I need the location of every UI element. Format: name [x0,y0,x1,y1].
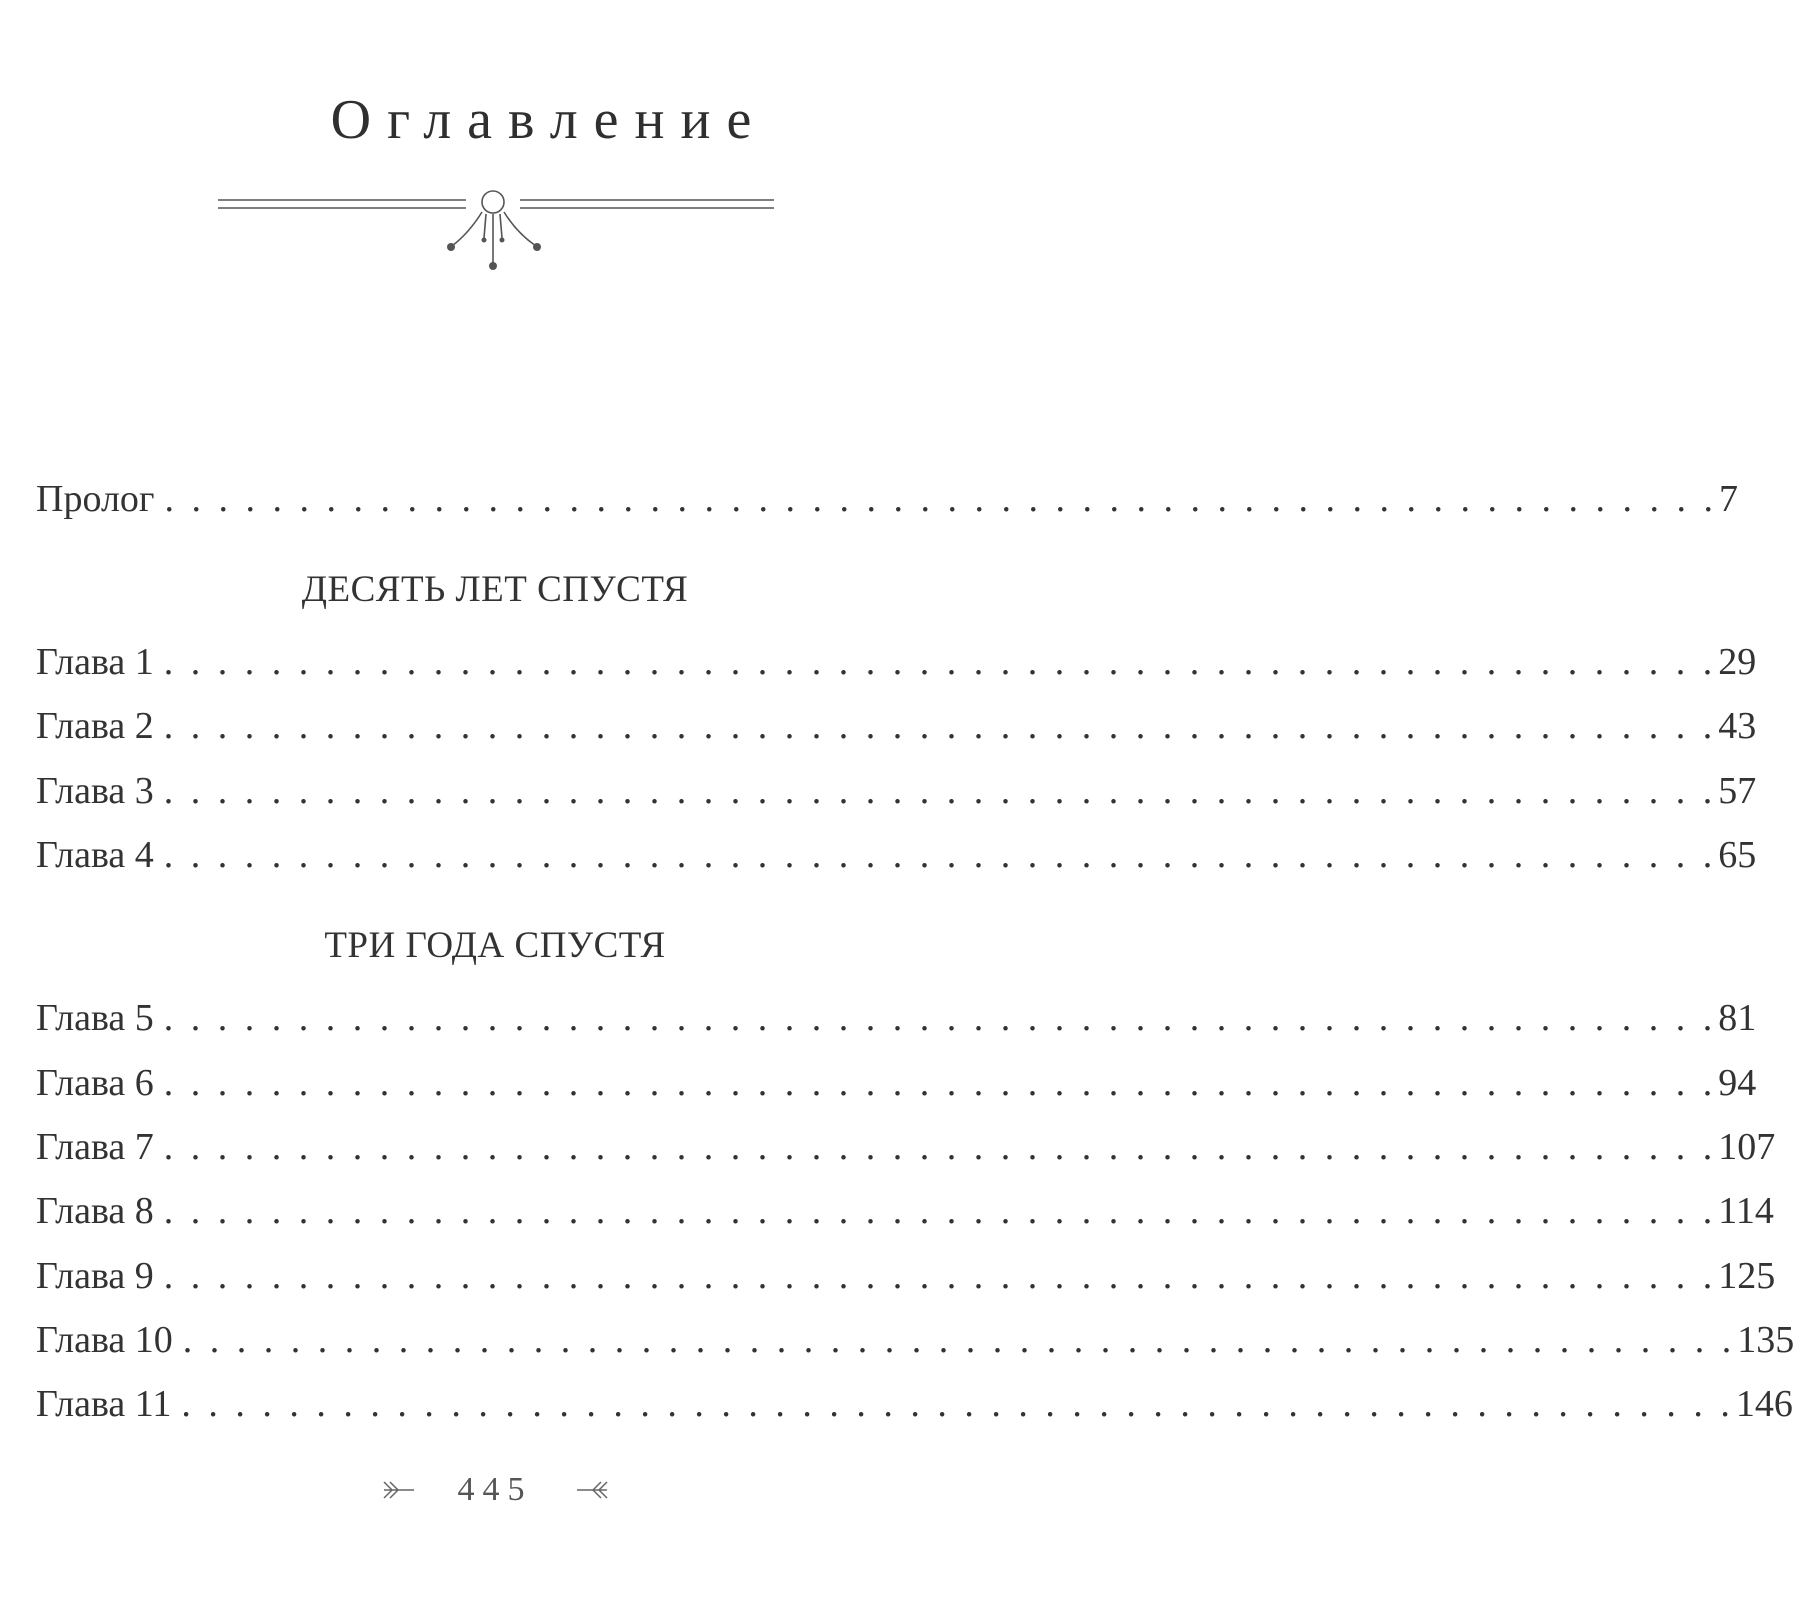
dot-leader: . . . . . . . . . . . . . . . . . . . . . . . . . . . . . . . . . . . . . . . . . . . . . . . . . . . . . . . . . . [163,1190,1717,1232]
dot-leader: . . . . . . . . . . . . . . . . . . . . . . . . . . . . . . . . . . . . . . . . . . . . . . . . . . . . . . . . . . [163,997,1717,1039]
dot-leader: . . . . . . . . . . . . . . . . . . . . . . . . . . . . . . . . . . . . . . . . . . . . . . . . . . . . . . . . . . [163,1255,1717,1297]
toc-entry-page: 94 [1718,1062,1757,1104]
toc-entry[interactable] [36,754,1757,812]
dot-leader: . . . . . . . . . . . . . . . . . . . . . . . . . . . . . . . . . . . . . . . . . . . . . . . . . . . . . . . . . . [163,834,1717,876]
toc-entry-label: Глава 4 [36,834,154,876]
dot-leader: . . . . . . . . . . . . . . . . . . . . . . . . . . . . . . . . . . . . . . . . . . . . . . . . . . . . . . . . . . [163,705,1717,747]
toc-entry-page: 81 [1718,997,1757,1039]
dot-leader: . . . . . . . . . . . . . . . . . . . . . . . . . . . . . . . . . . . . . . . . . . . . . . . . . . . . . . . . . . [164,478,1717,520]
toc-entry-page: 29 [1718,641,1757,683]
toc-entry[interactable] [36,1046,1757,1104]
celestial-divider-icon [214,178,794,278]
toc-entry-label: Глава 7 [36,1126,154,1168]
toc-entry-label: Глава 6 [36,1062,154,1104]
page-title: Оглавление [330,89,768,151]
toc-entry[interactable] [36,1239,1776,1297]
section-heading: ТРИ ГОДА СПУСТЯ [324,925,666,966]
arrow-flourish-right-icon [573,1478,611,1502]
toc-entry-prologue[interactable] [36,462,1738,520]
toc-entry[interactable] [36,818,1757,876]
toc-entry[interactable] [36,1367,1793,1425]
toc-entry-label: Глава 10 [36,1319,173,1361]
dot-leader: . . . . . . . . . . . . . . . . . . . . . . . . . . . . . . . . . . . . . . . . . . . . . . . . . . . . . . . . . . [163,641,1717,683]
toc-entry-page: 43 [1718,705,1757,747]
toc-entry-page: 114 [1718,1190,1774,1232]
toc-entry-label: Глава 9 [36,1255,154,1297]
dot-leader: . . . . . . . . . . . . . . . . . . . . . . . . . . . . . . . . . . . . . . . . . . . . . . . . . . . . . . . . . . [163,1062,1717,1104]
section-heading: ДЕСЯТЬ ЛЕТ СПУСТЯ [301,569,689,610]
toc-entry-page: 65 [1718,834,1757,876]
toc-entry[interactable] [36,625,1757,683]
dot-leader: . . . . . . . . . . . . . . . . . . . . . . . . . . . . . . . . . . . . . . . . . . . . . . . . . . . . . . . . . . [182,1319,1736,1361]
toc-entry-label: Глава 11 [36,1383,172,1425]
toc-entry-page: 135 [1737,1319,1794,1361]
toc-entry[interactable] [36,1303,1794,1361]
toc-entry[interactable] [36,1110,1776,1168]
toc-entry-page: 146 [1735,1383,1793,1425]
toc-entry-page: 57 [1718,770,1757,812]
toc-entry-label: Пролог [36,478,155,520]
dot-leader: . . . . . . . . . . . . . . . . . . . . . . . . . . . . . . . . . . . . . . . . . . . . . . . . . . . . . . . . . . [181,1383,1734,1425]
arrow-flourish-left-icon [380,1478,418,1502]
toc-entry-label: Глава 8 [36,1190,154,1232]
toc-entry-label: Глава 3 [36,770,154,812]
page-folio [0,1465,1036,1515]
dot-leader: . . . . . . . . . . . . . . . . . . . . . . . . . . . . . . . . . . . . . . . . . . . . . . . . . . . . . . . . . . [163,1126,1717,1168]
dot-leader: . . . . . . . . . . . . . . . . . . . . . . . . . . . . . . . . . . . . . . . . . . . . . . . . . . . . . . . . . . [163,770,1717,812]
toc-entry-page: 107 [1718,1126,1776,1168]
toc-entry[interactable] [36,689,1757,747]
toc-entry-label: Глава 5 [36,997,154,1039]
toc-entry[interactable] [36,981,1757,1039]
toc-entry-label: Глава 2 [36,705,154,747]
page-number: 445 [457,1471,533,1508]
toc-entry-page: 125 [1718,1255,1776,1297]
toc-entry[interactable] [36,1174,1774,1232]
toc-entry-page: 7 [1719,478,1738,520]
toc-entry-label: Глава 1 [36,641,154,683]
